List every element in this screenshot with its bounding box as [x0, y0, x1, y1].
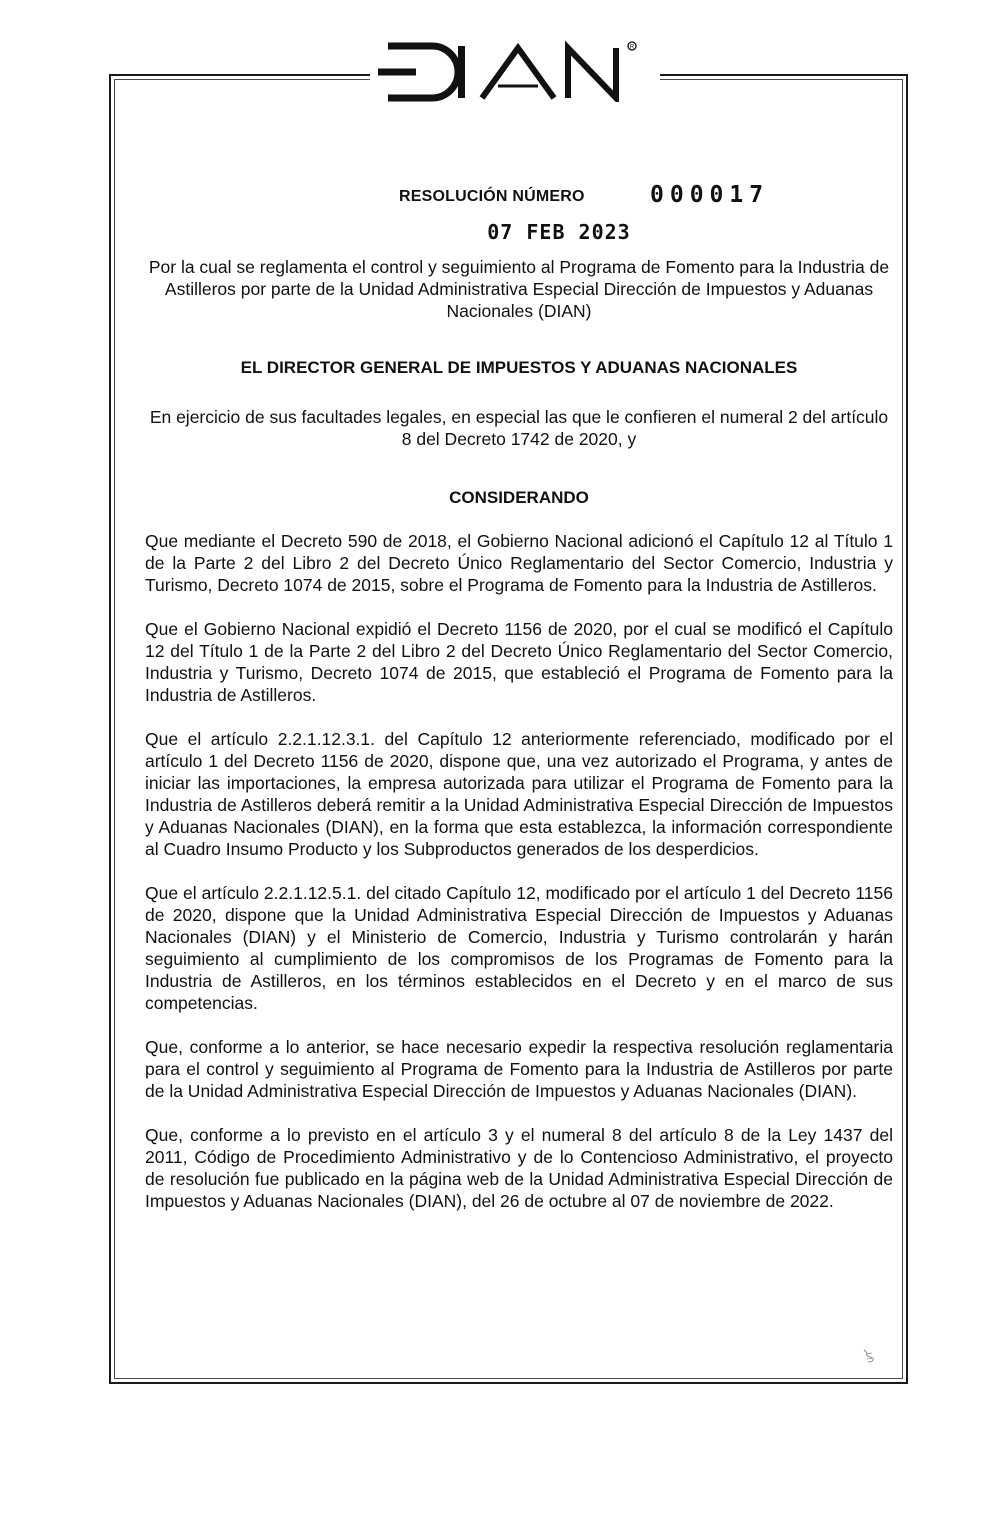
director-heading: EL DIRECTOR GENERAL DE IMPUESTOS Y ADUANAS NACIONALES [240, 358, 798, 377]
clause-paragraph: Que, conforme a lo previsto en el artículo 3 y el numeral 8 del artículo 8 de la Ley 1437 del 2011, Código de Procedimiento Administrativo y de lo Contencioso Administrativo, el proyecto de resolución fue publicado en la página web de la Unidad Administrativa Especial Dirección de Impuestos y Aduanas Nacionales (DIAN), del 26 de octubre al 07 de noviembre de 2022. [145, 1125, 893, 1211]
dian-logo [370, 40, 660, 102]
clause-paragraph: Que el artículo 2.2.1.12.5.1. del citado Capítulo 12, modificado por el artículo 1 del Decreto 1156 de 2020, dispone que la Unidad Administrativa Especial Dirección de Impuestos y Aduanas Nacionales (DIAN) y el Ministerio de Comercio, Industria y Turismo controlarán y harán seguimiento al cumplimiento de los compromisos de los Programas de Fomento para la Industria de Astilleros, en los términos establecidos en el Decreto y en el marco de sus competencias. [145, 883, 893, 1013]
considerando-clauses [145, 530, 893, 1212]
legal-powers-statement: En ejercicio de sus facultades legales, en especial las que le confieren el numeral 2 del artículo 8 del Decreto 1742 de 2020, y [149, 407, 889, 449]
resolution-number: 000017 [650, 182, 770, 208]
resolution-label: RESOLUCIÓN NÚMERO [399, 188, 585, 205]
clause-paragraph: Que el Gobierno Nacional expidió el Decreto 1156 de 2020, por el cual se modificó el Capítulo 12 del Título 1 de la Parte 2 del Libro 2 del Decreto Único Reglamentario del Sector Comercio, Industria y Turismo, Decreto 1074 de 2015, que estableció el Programa de Fomento para la Industria de Astilleros. [145, 619, 893, 705]
resolution-header [145, 178, 893, 220]
initials-scribble-icon [862, 1348, 876, 1364]
considerando-heading: CONSIDERANDO [449, 488, 589, 507]
resolution-date-stamp: 07 FEB 2023 [487, 220, 631, 244]
clause-paragraph: Que mediante el Decreto 590 de 2018, el Gobierno Nacional adicionó el Capítulo 12 al Título 1 de la Parte 2 del Libro 2 del Decreto Único Reglamentario del Sector Comercio, Industria y Turismo, Decreto 1074 de 2015, sobre el Programa de Fomento para la Industria de Astilleros. [145, 531, 893, 595]
clause-paragraph: Que, conforme a lo anterior, se hace necesario expedir la respectiva resolución reglamentaria para el control y seguimiento al Programa de Fomento para la Industria de Astilleros por parte de la Unidad Administrativa Especial Dirección de Impuestos y Aduanas Nacionales (DIAN). [145, 1037, 893, 1101]
dian-logo-mark [370, 40, 660, 102]
svg-text:R: R [629, 44, 635, 51]
clause-paragraph: Que el artículo 2.2.1.12.3.1. del Capítulo 12 anteriormente referenciado, modificado por el artículo 1 del Decreto 1156 de 2020, dispone que, una vez autorizado el Programa, y antes de iniciar las importaciones, la empresa autorizada para utilizar el Programa de Fomento para la Industria de Astilleros deberá remitir a la Unidad Administrativa Especial Dirección de Impuestos y Aduanas Nacionales (DIAN), en la forma que esta establezca, la información correspondiente al Cuadro Insumo Producto y los Subproductos generados de los desperdicios. [145, 729, 893, 859]
resolution-subject: Por la cual se reglamenta el control y seguimiento al Programa de Fomento para la Industria de Astilleros por parte de la Unidad Administrativa Especial Dirección de Impuestos y Aduanas Nacionales (DIAN) [148, 257, 890, 321]
document-body [145, 178, 893, 1234]
